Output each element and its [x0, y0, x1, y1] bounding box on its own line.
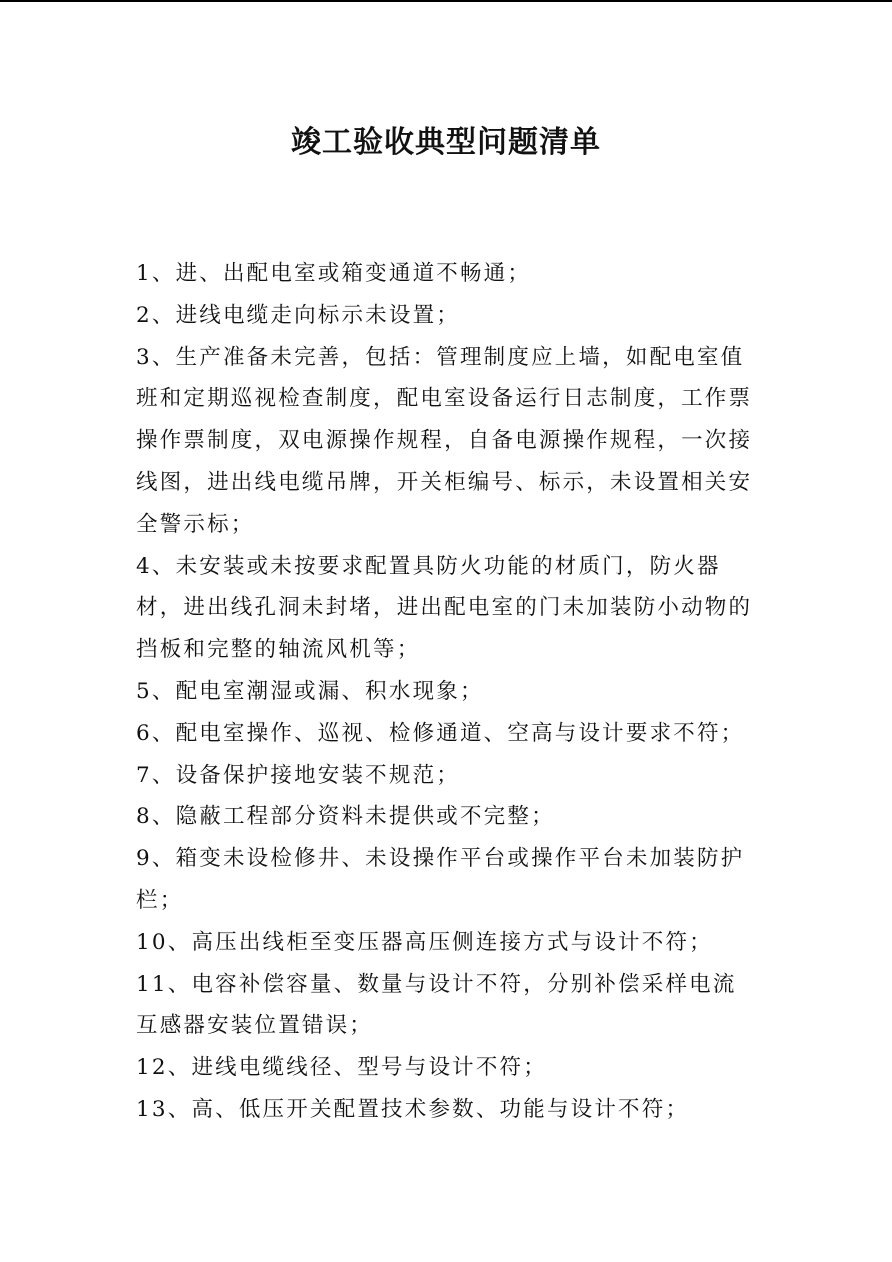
list-item: 11、电容补偿容量、数量与设计不符，分别补偿采样电流互感器安装位置错误；: [136, 971, 737, 1039]
page-title: 竣工验收典型问题清单: [291, 125, 601, 160]
list-item: 13、高、低压开关配置技术参数、功能与设计不符；: [136, 1096, 690, 1122]
list-item: 1、进、出配电室或箱变通道不畅通；: [136, 261, 532, 286]
top-border-line: [0, 0, 892, 2]
list-item: 5、配电室潮湿或漏、积水现象；: [136, 678, 484, 704]
list-item: 4、未安装或未按要求配置具防火功能的材质门，防火器材，进出线孔洞未封堵，进出配电室的门未加装防小动物的挡板和完整的轴流风机等；: [136, 553, 753, 663]
list-item: 9、箱变未设检修井、未设操作平台或操作平台未加装防护栏；: [136, 846, 745, 913]
list-item: 12、进线电缆线径、型号与设计不符；: [136, 1055, 547, 1081]
list-item: 2、进线电缆走向标示未设置；: [136, 302, 460, 328]
list-item: 6、配电室操作、巡视、检修通道、空高与设计要求不符；: [136, 720, 745, 746]
list-item: 7、设备保护接地安装不规范；: [136, 762, 460, 788]
list-item: 8、隐蔽工程部分资料未提供或不完整；: [136, 804, 555, 830]
list-item: 3、生产准备未完善，包括：管理制度应上墙，如配电室值班和定期巡视检查制度，配电室设备运行日志制度，工作票操作票制度，双电源操作规程，自备电源操作规程，一次接线图，进出线电缆吊牌，开关柜编号、标示，未设置相关安全警示标；: [136, 344, 753, 537]
list-item: 10、高压出线柜至变压器高压侧连接方式与设计不符；: [136, 929, 713, 955]
issue-list: [136, 253, 760, 1131]
